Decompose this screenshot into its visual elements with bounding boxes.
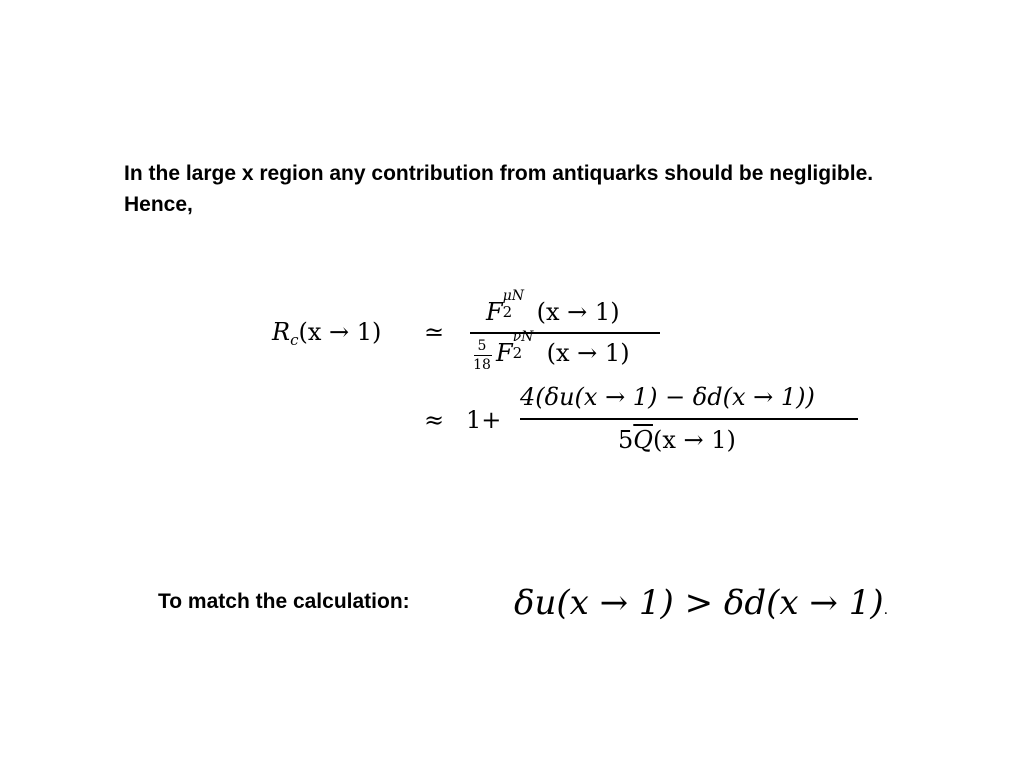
inequality-expression: δu(x → 1) > δd(x → 1)	[514, 583, 884, 623]
intro-text: In the large x region any contribution from antiquarks should be negligible. Hence,	[124, 162, 874, 216]
den1-superscript: νN	[512, 329, 534, 345]
fraction1-numerator	[486, 288, 620, 326]
den1-small-denominator: 18	[473, 357, 491, 373]
num1-subscript: 2	[502, 303, 513, 321]
fraction2-numerator	[520, 385, 815, 409]
inequality-tail: .	[883, 602, 889, 618]
lhs-argument: (x → 1)	[298, 318, 382, 346]
den1-argument: (x → 1)	[546, 339, 630, 367]
fraction2-bar	[520, 418, 858, 420]
fraction2-denominator	[618, 428, 736, 452]
den1-small-bar	[474, 355, 492, 356]
den1-F: F	[496, 339, 513, 367]
relation-approx: ≈	[424, 406, 445, 434]
num1-F: F	[486, 298, 503, 326]
fraction1-bar	[470, 332, 660, 334]
inequality	[514, 583, 889, 623]
match-label: To match the calculation:	[158, 590, 410, 613]
den1-subscript: 2	[512, 344, 523, 362]
den1-small-numerator: 5	[477, 338, 487, 354]
num1-superscript: μN	[502, 288, 525, 304]
relation-similar: ≃	[424, 318, 445, 346]
fraction1-denominator	[496, 329, 630, 367]
den2-Q-bar: $\overline{Q}$	[633, 426, 653, 454]
num1-argument: (x → 1)	[536, 298, 620, 326]
lhs-subscript: c	[290, 331, 299, 349]
equation-lhs	[272, 318, 382, 349]
den2-argument: (x → 1)	[652, 426, 736, 454]
num2-expression: 4(δu(x → 1) − δd(x → 1))	[520, 383, 815, 411]
den2-coefficient: 5	[618, 426, 634, 454]
lhs-symbol: R	[272, 318, 291, 346]
one-plus: 1+	[466, 406, 502, 434]
